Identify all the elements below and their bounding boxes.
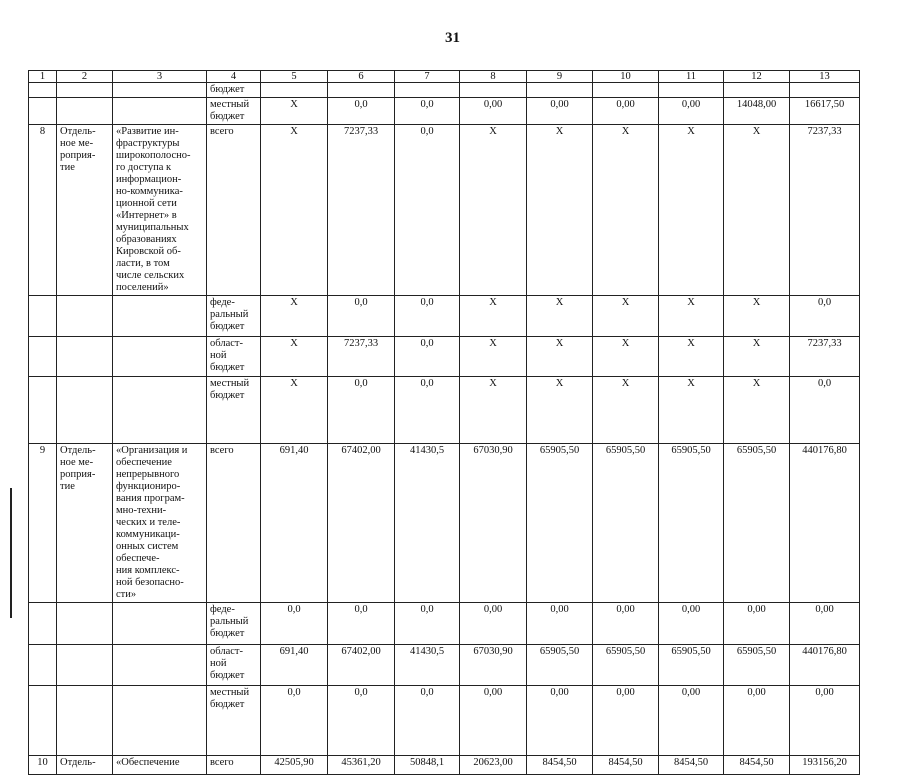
table-row	[29, 337, 860, 377]
budget-table	[28, 70, 860, 775]
event-type-cell: Отдель- ное ме- роприя- тие	[57, 444, 113, 603]
amount-cell: 440176,80	[790, 645, 860, 686]
amount-cell: 67030,90	[460, 444, 527, 603]
funding-source-cell: бюджет	[207, 83, 261, 98]
event-type-cell	[57, 83, 113, 98]
amount-cell: 41430,5	[395, 645, 460, 686]
amount-cell: 65905,50	[527, 645, 593, 686]
amount-cell	[790, 83, 860, 98]
amount-cell: 0,00	[527, 603, 593, 645]
table-row	[29, 603, 860, 645]
amount-cell: 16617,50	[790, 98, 860, 125]
column-header: 9	[527, 71, 593, 83]
row-number-cell	[29, 337, 57, 377]
event-name-cell	[113, 377, 207, 444]
amount-cell: 0,0	[261, 686, 328, 756]
table-row	[29, 296, 860, 337]
amount-cell	[395, 83, 460, 98]
amount-cell: 8454,50	[659, 756, 724, 775]
amount-cell: 0,0	[395, 377, 460, 444]
amount-cell: X	[659, 337, 724, 377]
column-header: 13	[790, 71, 860, 83]
amount-cell	[724, 83, 790, 98]
amount-cell: X	[724, 377, 790, 444]
funding-source-cell: всего	[207, 444, 261, 603]
amount-cell: 65905,50	[724, 645, 790, 686]
amount-cell: 7237,33	[328, 125, 395, 296]
amount-cell: 50848,1	[395, 756, 460, 775]
amount-cell: X	[659, 377, 724, 444]
table-row	[29, 686, 860, 756]
event-type-cell	[57, 603, 113, 645]
funding-source-cell: феде- ральный бюджет	[207, 603, 261, 645]
amount-cell: 0,0	[328, 377, 395, 444]
table-row	[29, 444, 860, 603]
amount-cell: 0,0	[395, 686, 460, 756]
amount-cell: 0,0	[328, 603, 395, 645]
amount-cell: 0,0	[790, 296, 860, 337]
table-row	[29, 98, 860, 125]
amount-cell	[593, 83, 659, 98]
amount-cell: X	[724, 125, 790, 296]
amount-cell: 7237,33	[328, 337, 395, 377]
amount-cell: X	[261, 296, 328, 337]
amount-cell: 8454,50	[527, 756, 593, 775]
amount-cell: X	[460, 296, 527, 337]
table-row	[29, 756, 860, 775]
amount-cell: 42505,90	[261, 756, 328, 775]
amount-cell: 20623,00	[460, 756, 527, 775]
amount-cell: 0,00	[460, 686, 527, 756]
event-type-cell	[57, 645, 113, 686]
event-name-cell: «Обеспечение	[113, 756, 207, 775]
funding-source-cell: област- ной бюджет	[207, 645, 261, 686]
amount-cell: 0,0	[395, 603, 460, 645]
row-number-cell	[29, 686, 57, 756]
amount-cell: 0,0	[395, 296, 460, 337]
amount-cell: 691,40	[261, 444, 328, 603]
amount-cell: 0,00	[593, 603, 659, 645]
amount-cell: X	[593, 337, 659, 377]
event-type-cell	[57, 337, 113, 377]
event-name-cell	[113, 337, 207, 377]
event-type-cell: Отдель- ное ме- роприя- тие	[57, 125, 113, 296]
amount-cell: X	[724, 337, 790, 377]
amount-cell: 0,00	[724, 686, 790, 756]
amount-cell: X	[527, 125, 593, 296]
row-number-cell: 10	[29, 756, 57, 775]
amount-cell: 0,00	[527, 98, 593, 125]
amount-cell: X	[593, 296, 659, 337]
column-header: 8	[460, 71, 527, 83]
amount-cell: 0,0	[328, 98, 395, 125]
amount-cell: 45361,20	[328, 756, 395, 775]
funding-source-cell: местный бюджет	[207, 98, 261, 125]
amount-cell: 193156,20	[790, 756, 860, 775]
funding-source-cell: всего	[207, 125, 261, 296]
amount-cell: 0,0	[261, 603, 328, 645]
amount-cell: 67030,90	[460, 645, 527, 686]
header-row	[29, 71, 860, 83]
row-number-cell	[29, 603, 57, 645]
amount-cell: 0,00	[659, 98, 724, 125]
event-name-cell: «Организация и обеспечение непрерывного функциониро- вания програм- мно-техни- ческих и теле- коммуникаци- онных систем обеспече- ния комплекс- ной безопасно- сти»	[113, 444, 207, 603]
row-number-cell	[29, 296, 57, 337]
amount-cell: 8454,50	[724, 756, 790, 775]
amount-cell: 0,0	[395, 337, 460, 377]
amount-cell: X	[527, 377, 593, 444]
event-name-cell	[113, 296, 207, 337]
amount-cell: 67402,00	[328, 444, 395, 603]
amount-cell: X	[724, 296, 790, 337]
amount-cell	[261, 83, 328, 98]
column-header: 1	[29, 71, 57, 83]
table-row	[29, 125, 860, 296]
event-name-cell	[113, 645, 207, 686]
funding-source-cell: местный бюджет	[207, 686, 261, 756]
amount-cell: 65905,50	[659, 645, 724, 686]
column-header: 5	[261, 71, 328, 83]
amount-cell: 65905,50	[724, 444, 790, 603]
amount-cell: 0,00	[790, 603, 860, 645]
amount-cell: X	[261, 125, 328, 296]
event-type-cell	[57, 377, 113, 444]
funding-source-cell: местный бюджет	[207, 377, 261, 444]
amount-cell: X	[460, 377, 527, 444]
amount-cell	[460, 83, 527, 98]
column-header: 3	[113, 71, 207, 83]
amount-cell: 0,0	[395, 125, 460, 296]
amount-cell: 7237,33	[790, 125, 860, 296]
amount-cell: X	[527, 337, 593, 377]
amount-cell: X	[593, 377, 659, 444]
amount-cell: X	[261, 98, 328, 125]
amount-cell: 65905,50	[593, 444, 659, 603]
table-row	[29, 645, 860, 686]
amount-cell: 65905,50	[659, 444, 724, 603]
amount-cell: 0,00	[593, 686, 659, 756]
amount-cell: 0,00	[460, 603, 527, 645]
column-header: 12	[724, 71, 790, 83]
scan-edge-line	[10, 488, 12, 618]
row-number-cell	[29, 98, 57, 125]
column-header: 7	[395, 71, 460, 83]
amount-cell: X	[460, 337, 527, 377]
funding-source-cell: феде- ральный бюджет	[207, 296, 261, 337]
amount-cell: X	[460, 125, 527, 296]
event-type-cell	[57, 98, 113, 125]
amount-cell: 0,00	[659, 686, 724, 756]
amount-cell	[659, 83, 724, 98]
amount-cell: 67402,00	[328, 645, 395, 686]
column-header: 11	[659, 71, 724, 83]
column-header: 6	[328, 71, 395, 83]
column-header: 2	[57, 71, 113, 83]
column-header: 4	[207, 71, 261, 83]
event-type-cell	[57, 296, 113, 337]
amount-cell: X	[261, 337, 328, 377]
amount-cell	[527, 83, 593, 98]
amount-cell: 0,0	[395, 98, 460, 125]
row-number-cell: 8	[29, 125, 57, 296]
amount-cell: 0,00	[659, 603, 724, 645]
column-header: 10	[593, 71, 659, 83]
amount-cell: 41430,5	[395, 444, 460, 603]
table-row	[29, 377, 860, 444]
amount-cell: 14048,00	[724, 98, 790, 125]
event-name-cell	[113, 83, 207, 98]
amount-cell: X	[659, 296, 724, 337]
amount-cell: X	[593, 125, 659, 296]
row-number-cell	[29, 83, 57, 98]
amount-cell: 8454,50	[593, 756, 659, 775]
amount-cell: X	[527, 296, 593, 337]
amount-cell: 691,40	[261, 645, 328, 686]
event-type-cell	[57, 686, 113, 756]
row-number-cell: 9	[29, 444, 57, 603]
amount-cell: 0,00	[593, 98, 659, 125]
event-name-cell	[113, 686, 207, 756]
amount-cell: 65905,50	[593, 645, 659, 686]
event-name-cell: «Развитие ин- фраструктуры широкополосно- го доступа к информацион- но-коммуника- ционной сети «Интернет» в муниципальных образованиях Кировской об- ласти, в том числе сельских поселений»	[113, 125, 207, 296]
event-name-cell	[113, 603, 207, 645]
funding-source-cell: всего	[207, 756, 261, 775]
amount-cell: 7237,33	[790, 337, 860, 377]
table-row	[29, 83, 860, 98]
amount-cell: 0,0	[328, 296, 395, 337]
funding-source-cell: област- ной бюджет	[207, 337, 261, 377]
amount-cell: 0,00	[790, 686, 860, 756]
row-number-cell	[29, 377, 57, 444]
amount-cell: 65905,50	[527, 444, 593, 603]
amount-cell: X	[659, 125, 724, 296]
amount-cell: 0,00	[527, 686, 593, 756]
amount-cell: 0,0	[328, 686, 395, 756]
page-number: 31	[445, 30, 460, 46]
event-name-cell	[113, 98, 207, 125]
amount-cell: X	[261, 377, 328, 444]
amount-cell: 0,00	[460, 98, 527, 125]
event-type-cell: Отдель-	[57, 756, 113, 775]
amount-cell: 0,00	[724, 603, 790, 645]
amount-cell: 0,0	[790, 377, 860, 444]
amount-cell: 440176,80	[790, 444, 860, 603]
amount-cell	[328, 83, 395, 98]
row-number-cell	[29, 645, 57, 686]
